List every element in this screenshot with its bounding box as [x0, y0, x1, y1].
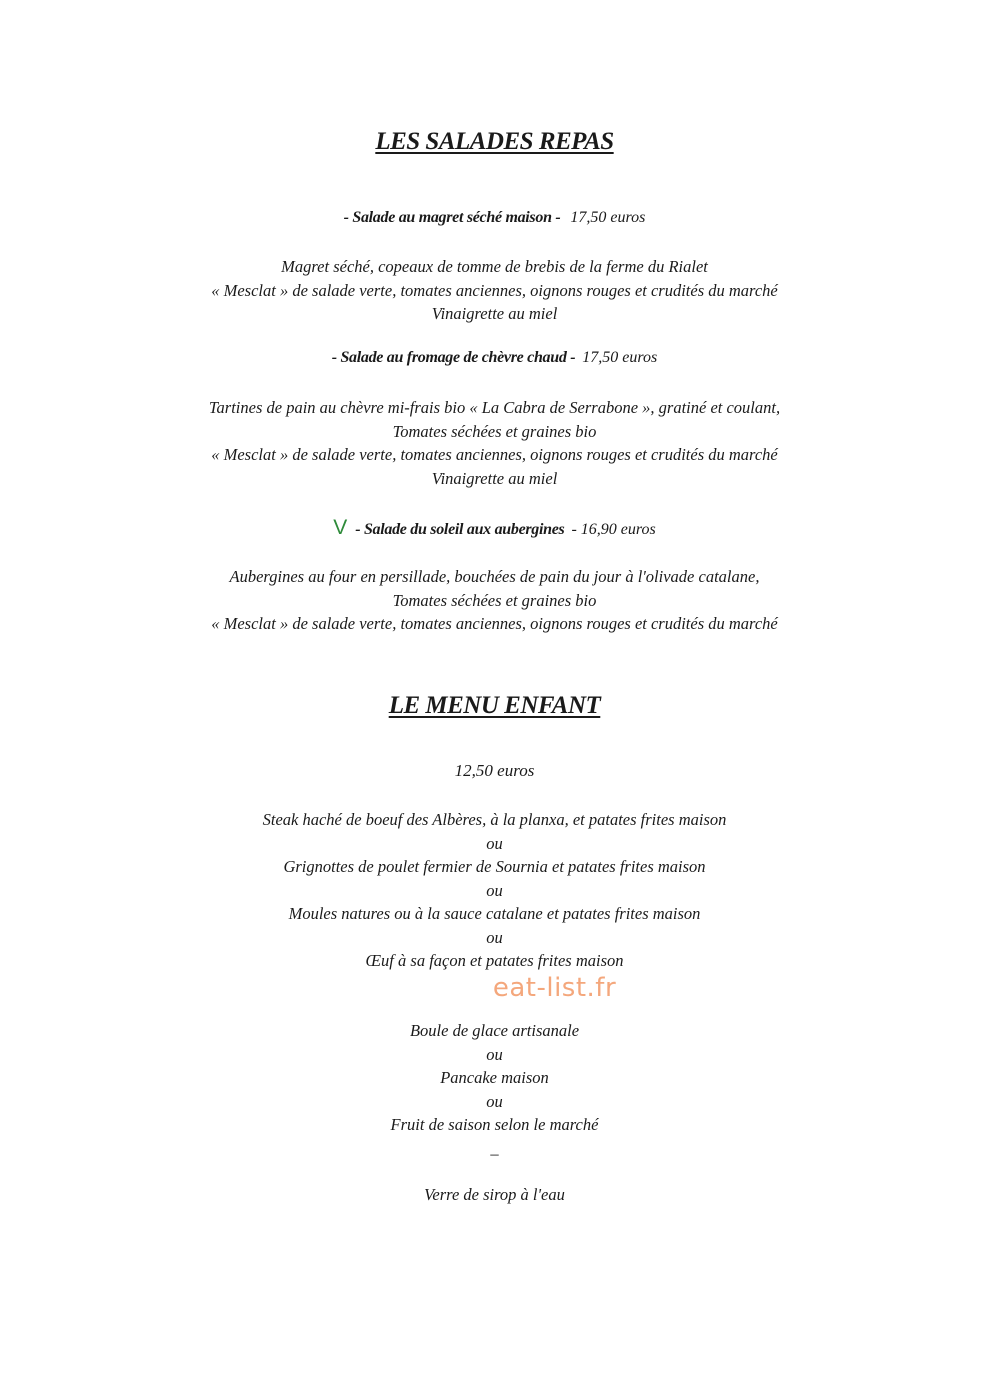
dish-desc-line: Vinaigrette au miel — [431, 304, 558, 323]
dish-desc-line: Tomates séchées et graines bio — [392, 421, 597, 441]
menu-or: ou — [486, 1092, 503, 1111]
separator: – — [490, 1144, 499, 1163]
dessert-option: Fruit de saison selon le marché — [390, 1115, 599, 1134]
menu-or: ou — [486, 928, 503, 947]
menu-or: ou — [486, 834, 503, 853]
dish-heading-soleil — [0, 516, 989, 540]
dish-desc-line: Aubergines au four en persillade, bouchées de pain du jour à l'olivade catalane, — [229, 567, 760, 586]
drink-option: Verre de sirop à l'eau — [424, 1185, 565, 1204]
dessert-option: Pancake maison — [440, 1068, 549, 1087]
vegetarian-icon: V — [333, 516, 348, 539]
dish-heading-chevre — [0, 349, 989, 367]
dish-name: - Salade au fromage de chèvre chaud - — [331, 349, 576, 366]
section-title-salades: LES SALADES REPAS — [375, 128, 614, 155]
menu-or: ou — [486, 881, 503, 900]
dish-desc-line: Vinaigrette au miel — [431, 468, 558, 488]
dish-price: 17,50 euros — [582, 349, 658, 366]
dish-heading-magret — [0, 209, 989, 227]
dish-price: - 16,90 euros — [571, 521, 656, 538]
dish-desc-line: « Mesclat » de salade verte, tomates anciennes, oignons rouges et crudités du marché — [211, 614, 778, 633]
watermark: eat-list.fr — [492, 973, 617, 1003]
dish-name: - Salade du soleil aux aubergines — [355, 521, 565, 538]
menu-or: ou — [486, 1045, 503, 1064]
dish-price: 17,50 euros — [570, 209, 646, 226]
dish-name: - Salade au magret séché maison - — [343, 209, 561, 226]
menu-option: Steak haché de boeuf des Albères, à la planxa, et patates frites maison — [262, 810, 727, 829]
dish-desc-line: « Mesclat » de salade verte, tomates anciennes, oignons rouges et crudités du marché — [211, 445, 778, 464]
dish-desc-line: Magret séché, copeaux de tomme de brebis de la ferme du Rialet — [281, 257, 708, 276]
menu-option: Grignottes de poulet fermier de Sournia et patates frites maison — [283, 857, 706, 876]
menu-price: 12,50 euros — [454, 761, 535, 780]
dish-desc-line: « Mesclat » de salade verte, tomates anciennes, oignons rouges et crudités du marché — [211, 280, 778, 300]
section-title-enfant: LE MENU ENFANT — [388, 692, 601, 719]
menu-option: Œuf à sa façon et patates frites maison — [365, 951, 624, 970]
menu-option: Moules natures ou à la sauce catalane et patates frites maison — [288, 904, 701, 923]
dish-desc-line: Tartines de pain au chèvre mi-frais bio « La Cabra de Serrabone », gratiné et coulant, — [208, 398, 781, 417]
dessert-option: Boule de glace artisanale — [409, 1021, 580, 1040]
dish-desc-line: Tomates séchées et graines bio — [392, 590, 597, 610]
